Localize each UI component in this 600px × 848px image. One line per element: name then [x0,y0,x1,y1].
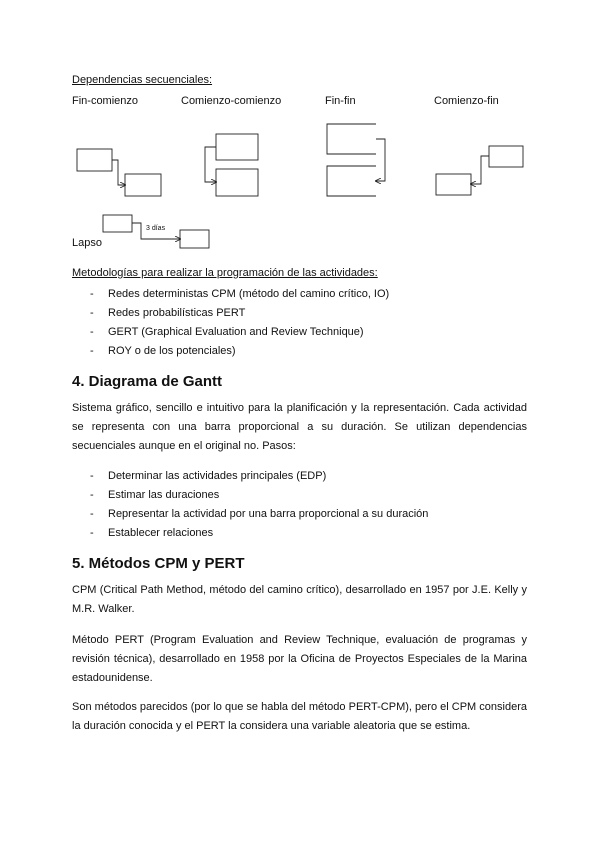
activity-bracket [327,124,376,154]
dep-type-comienzo-comienzo: Comienzo-comienzo [181,95,282,107]
activity-box [216,134,258,160]
pert-paragraph: Método PERT (Program Evaluation and Review Technique, evaluación de programas y revisión técnica), desarrollado en 1958 por la Oficina de Proyectos Especiales de la Marina estadounidense. [72,634,527,684]
cpm-pert-heading: 5. Métodos CPM y PERT [72,555,245,572]
diagram-comienzo-comienzo [205,134,258,196]
activity-box [489,146,523,167]
dependency-arrow [205,147,216,182]
dependency-arrow [471,156,489,184]
metodologias-title: Metodologías para realizar la programación de las actividades: [72,267,378,279]
activity-box [125,174,161,196]
list-item: - Establecer relaciones [90,527,214,539]
list-item: - GERT (Graphical Evaluation and Review Technique) [90,326,364,338]
diagram-fin-fin [327,124,385,196]
activity-box [180,230,209,248]
dependency-arrow [376,139,385,181]
list-item: - ROY o de los potenciales) [90,345,236,357]
gantt-steps-list [72,467,428,543]
activity-bracket [327,166,376,196]
lapso-days-label: 3 días [146,225,166,232]
gantt-heading: 4. Diagrama de Gantt [72,373,223,390]
lapso-label: Lapso [72,237,102,249]
comparison-paragraph: Son métodos parecidos (por lo que se habla del método PERT-CPM), pero el CPM considera la duración conocida y el PERT la considera una variable aleatoria que se estima. [72,701,527,732]
dep-type-fin-comienzo: Fin-comienzo [72,95,139,107]
activity-box [77,149,112,171]
activity-box [436,174,471,195]
list-item: - Redes deterministas CPM (método del camino crítico, IO) [90,288,390,300]
dependency-diagrams [0,0,600,260]
activity-box [103,215,132,232]
diagram-fin-comienzo [77,149,161,196]
cpm-paragraph: CPM (Critical Path Method, método del camino crítico), desarrollado en 1957 por J.E. Kelly y M.R. Walker. [72,584,527,615]
list-item: - Representar la actividad por una barra proporcional a su duración [90,508,429,520]
diagram-comienzo-fin [436,146,523,195]
list-item: - Redes probabilísticas PERT [90,307,246,319]
dependencias-title: Dependencias secuenciales: [72,74,213,86]
dep-type-comienzo-fin: Comienzo-fin [434,95,499,107]
list-item: - Determinar las actividades principales (EDP) [90,470,327,482]
dependency-arrow [112,160,125,185]
gantt-paragraph: Sistema gráfico, sencillo e intuitivo para la planificación y la representación. Cada actividad se representa con una barra proporcional a su duración. Se utilizan dependencias secuenciales aunque en el original no. Pasos: [72,402,527,452]
metodologias-list [72,285,389,361]
dep-type-fin-fin: Fin-fin [325,95,356,107]
activity-box [216,169,258,196]
list-item: - Estimar las duraciones [90,489,220,501]
